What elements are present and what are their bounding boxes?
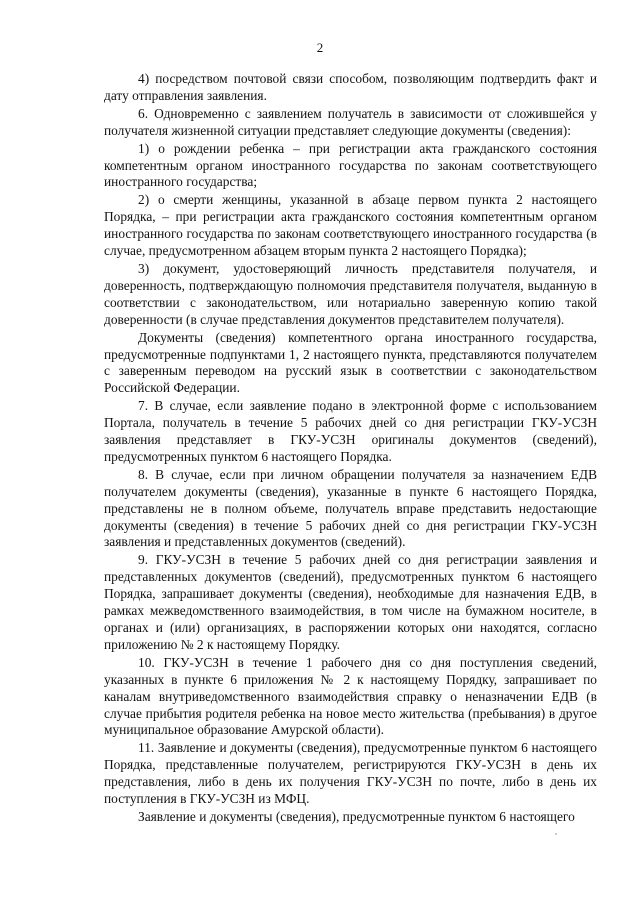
paragraph-subclause-1: 1) о рождении ребенка – при регистрации акта гражданского состояния компетентным органом иностранного государства по законам соответствующего иностранного государства;	[104, 140, 597, 190]
document-body	[104, 71, 597, 827]
paragraph-continuation: Заявление и документы (сведения), предусмотренные пунктом 6 настоящего	[138, 808, 575, 824]
paragraph-item-4: 4) посредством почтовой связи способом, позволяющим подтвердить факт и дату отправления заявления.	[104, 71, 597, 103]
paragraph-clause-11: 11. Заявление и документы (сведения), предусмотренные пунктом 6 настоящего Порядка, представленные получателем, регистрируются ГКУ-УСЗН в день их представления, либо в день их получения ГКУ-УСЗН по почте, либо в день их поступления в ГКУ-УСЗН из МФЦ.	[104, 740, 597, 807]
paragraph-subclause-3: 3) документ, удостоверяющий личность представителя получателя, и доверенность, подтверждающую полномочия представителя получателя, выданную в соответствии с законодательством, или нотариально заверенную копию такой доверенности (в случае представления документов представителем получателя).	[104, 260, 597, 327]
scan-speck	[555, 833, 557, 835]
paragraph-foreign-documents: Документы (сведения) компетентного органа иностранного государства, предусмотренные подпунктами 1, 2 настоящего пункта, представляются получателем с заверенным переводом на русский язык в соответствии с законодательством Российской Федерации.	[104, 329, 597, 396]
paragraph-clause-9: 9. ГКУ-УСЗН в течение 5 рабочих дней со дня регистрации заявления и представленных документов (сведений), предусмотренных пунктом 6 настоящего Порядка, запрашивает документы (сведения), необходимые для назначения ЕДВ, в рамках межведомственного взаимодействия, в том числе на бумажном носителе, в органах и (или) организациях, в распоряжении которых они находятся, согласно приложению № 2 к настоящему Порядку.	[104, 552, 597, 652]
paragraph-clause-7: 7. В случае, если заявление подано в электронной форме с использованием Портала, получатель в течение 5 рабочих дней со дня регистрации ГКУ-УСЗН заявления представляет в ГКУ-УСЗН оригиналы документов (сведений), предусмотренных пунктом 6 настоящего Порядка.	[104, 398, 597, 464]
paragraph-clause-10: 10. ГКУ-УСЗН в течение 1 рабочего дня со дня поступления сведений, указанных в пункте 6 приложения № 2 к настоящему Порядку, запрашивает по каналам внутриведомственного взаимодействия справку о неназначении ЕДВ (в случае прибытия родителя ребенка на новое место жительства (пребывания) в другое муниципальное образование Амурской области).	[104, 654, 597, 738]
page-number: 2	[316, 40, 324, 55]
paragraph-clause-6: 6. Одновременно с заявлением получатель в зависимости от сложившейся у получателя жизненной ситуации представляет следующие документы (сведения):	[104, 105, 597, 138]
paragraph-clause-8: 8. В случае, если при личном обращении получателя за назначением ЕДВ получателем документы (сведения), указанные в пункте 6 настоящего Порядка, представлены не в полном объеме, получатель вправе представить недостающие документы (сведения) в течение 5 рабочих дней со дня регистрации ГКУ-УСЗН заявления и представленных документов (сведений).	[104, 466, 597, 550]
paragraph-subclause-2: 2) о смерти женщины, указанной в абзаце первом пункта 2 настоящего Порядка, – при регистрации акта гражданского состояния компетентным органом иностранного государства по законам соответствующего иностранного государства (в случае, предусмотренном абзацем вторым пункта 2 настоящего Порядка);	[104, 192, 597, 259]
